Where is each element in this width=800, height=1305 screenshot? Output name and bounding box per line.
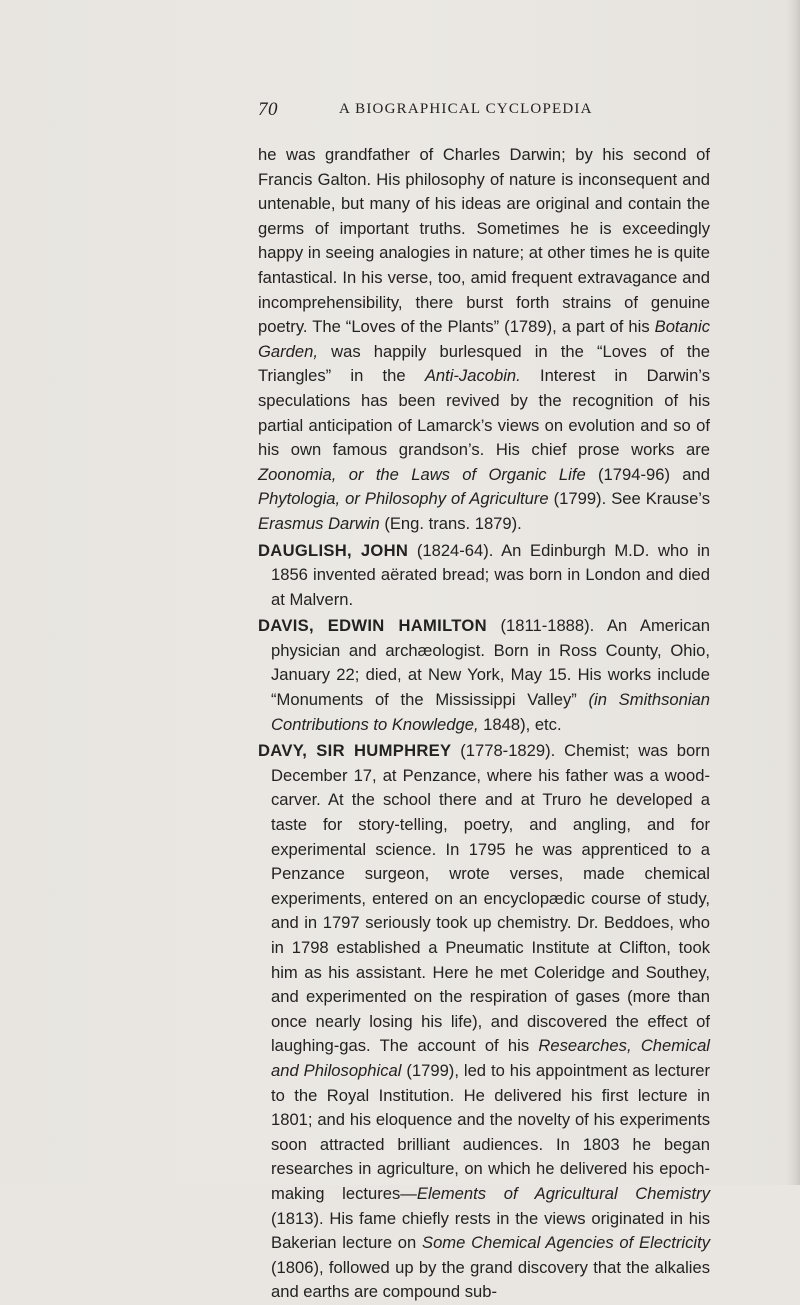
text-run: (1824-64). An Edinburgh M.D. who in 1856 invented aërated bread; was born in London and died at Malvern.	[271, 540, 710, 609]
running-head: A BIOGRAPHICAL CYCLOPEDIA	[339, 101, 593, 117]
page-edge-shadow	[786, 0, 800, 1185]
text-run: he was grandfather of Charles Darwin; by his second of Francis Galton. His philosophy of nature is inconsequent and untenable, but many of his ideas are original and contain the germs of important truths. Sometimes he is exceedingly happy in seeing analogies in nature; at other times he is quite fantastical. In his verse, too, amid frequent extravagance and incomprehensibility, there burst forth strains of genuine poetry. The “Loves of the Plants” (1789), a part of his	[258, 145, 710, 337]
italic-title: Researches, Chemical and Philosophical	[271, 1036, 710, 1080]
text-run: (1813). His fame chiefly rests in the views originated in his Bakerian lecture on	[271, 1208, 710, 1253]
entry-heading: DAVIS, EDWIN HAMILTON	[258, 616, 487, 636]
entry-heading: DAUGLISH, JOHN	[258, 540, 409, 560]
italic-title: Anti-Jacobin.	[424, 366, 521, 386]
page-number: 70	[258, 99, 278, 120]
text-run: (1778-1829). Chemist; was born December 17, at Penzance, where his father was a wood-carver. At the school there and at Truro he developed a taste for story-telling, poetry, and angling, and for experimental science. In 1795 he was apprenticed to a Penzance surgeon, wrote verses, made chemical experiments, entered on an encyclopædic course of study, and in 1797 seriously took up chemistry. Dr. Beddoes, who in 1798 established a Pneumatic Institute at Clifton, took him as his assistant. Here he met Coleridge and Southey, and experimented on the respiration of gases (more than once nearly losing his life), and discovered the effect of laughing-gas. The account of his	[271, 741, 710, 1056]
italic-title: Elements of Agricultural Chemistry	[416, 1183, 710, 1203]
italic-title: Zoonomia, or the Laws of Organic Life	[258, 464, 586, 484]
text-run: Interest in Darwin’s speculations has been revived by the recognition of his partial anticipation of Lamarck’s views on evolution and so of his own famous grandson’s. His chief prose works are	[258, 366, 710, 460]
italic-title: Phytologia, or Philosophy of Agriculture	[258, 489, 549, 509]
entry-davy	[258, 739, 710, 1305]
text-run: (1799). See Krause’s	[548, 489, 710, 509]
text-run: (Eng. trans. 1879).	[379, 513, 522, 533]
italic-title: Some Chemical Agencies of Electricity	[422, 1233, 710, 1253]
text-run: (1806), followed up by the grand discovery that the alkalies and earths are compound sub-	[271, 1257, 710, 1302]
italic-title: Erasmus Darwin	[258, 513, 380, 533]
entry-heading: DAVY, SIR HUMPHREY	[258, 741, 452, 761]
intro-paragraph	[258, 143, 710, 537]
entry-dauglish	[258, 539, 710, 613]
text-run: (1794-96) and	[585, 464, 710, 484]
text-run: was happily burlesqued in the “Loves of the Triangles” in the	[258, 341, 710, 386]
page-header	[258, 101, 778, 127]
entry-davis	[258, 614, 710, 737]
italic-title: Botanic Garden,	[258, 317, 710, 361]
text-run: 1848), etc.	[478, 714, 562, 734]
italic-title: (in Smithsonian Contributions to Knowledge,	[271, 690, 710, 734]
text-run: (1811-1888). An American physician and archæologist. Born in Ross County, Ohio, January 22; died, at New York, May 15. His works include “Monuments of the Mississippi Valley”	[271, 616, 710, 710]
text-run: (1799), led to his appointment as lecturer to the Royal Institution. He delivered his first lecture in 1801; and his eloquence and the novelty of his experiments soon attracted brilliant audiences. In 1803 he began researches in agriculture, on which he delivered his epoch-making lectures—	[271, 1060, 711, 1203]
body-text	[258, 143, 710, 1305]
